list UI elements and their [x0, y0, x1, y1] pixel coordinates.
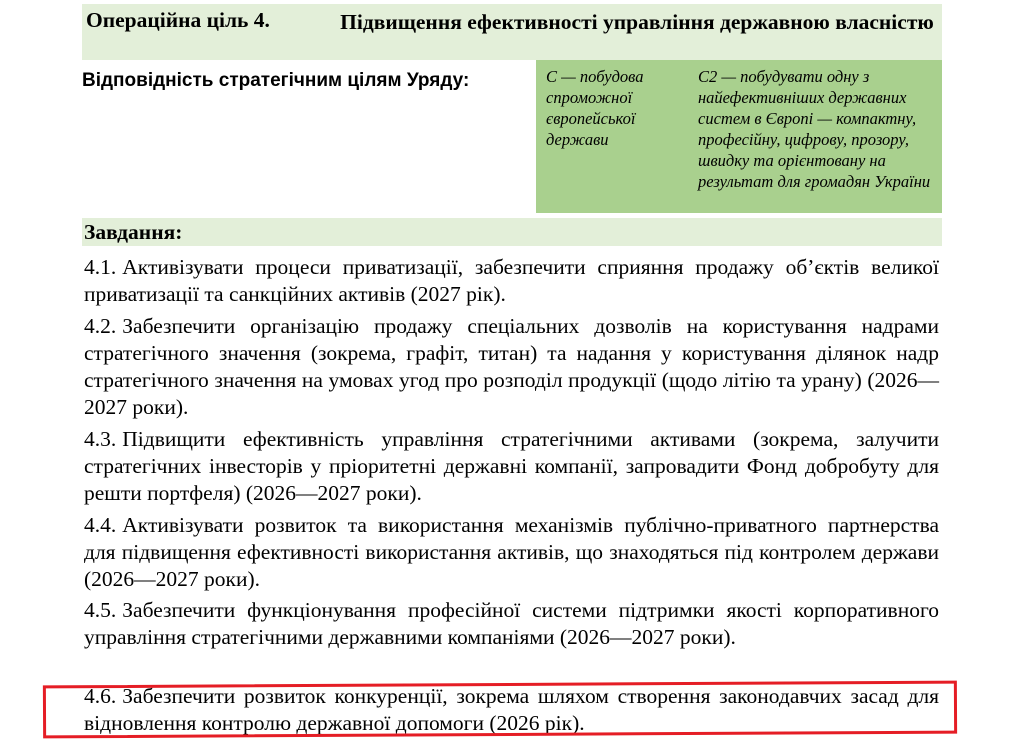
alignment-label: Відповідність стратегічним цілям Уряду:	[82, 70, 470, 91]
tasks-header	[82, 218, 942, 246]
operational-goal-header	[82, 4, 942, 60]
task-number: 4.3.	[84, 427, 117, 451]
tasks-label: Завдання:	[84, 220, 183, 244]
task-number: 4.4.	[84, 513, 117, 537]
red-highlight-frame	[43, 681, 957, 739]
task-text: Забезпечити розвиток конкуренції, зокрема шляхом створення законодавчих засад для відновлення контролю державної допомоги (2026 рік).	[84, 684, 939, 735]
task-text: Активізувати розвиток та використання механізмів публічно-приватного партнерства для підвищення ефективності використання активів, що знаходяться під контролем держави (2026—2027 роки).	[84, 513, 939, 591]
task-text: Підвищити ефективність управління стратегічними активами (зокрема, залучити стратегічних інвесторів у пріоритетні державні компанії, запровадити Фонд добробуту для решти портфеля) (2026—2027 роки).	[84, 427, 939, 505]
task-text: Активізувати процеси приватизації, забезпечити сприяння продажу об’єктів великої приватизації та санкційних активів (2027 рік).	[84, 255, 939, 306]
alignment-box	[536, 60, 942, 213]
goal-label: Операційна ціль 4.	[86, 8, 270, 32]
goal-title: Підвищення ефективності управління державною власністю	[340, 10, 934, 34]
task-item	[84, 313, 939, 421]
task-number: 4.1.	[84, 255, 117, 279]
alignment-goal-c2: С2 — побудувати одну з найефективніших державних систем в Європі — компактну, професійну, цифрову, прозору, швидку та орієнтовану на результат для громадян України	[698, 67, 931, 191]
task-text: Забезпечити організацію продажу спеціальних дозволів на користування надрами стратегічного значення (зокрема, графіт, титан) та надання у користування ділянок надр стратегічного значення на умовах угод про розподіл продукції (щодо літію та урану) (2026—2027 роки).	[84, 314, 939, 419]
task-number: 4.6.	[84, 684, 117, 708]
task-item	[84, 254, 939, 308]
task-number: 4.2.	[84, 314, 117, 338]
alignment-goal-c: С — побудова спроможної європейської держави	[546, 67, 644, 149]
task-item	[84, 512, 939, 593]
task-number: 4.5.	[84, 598, 117, 622]
task-item	[84, 597, 939, 651]
task-text: Забезпечити функціонування професійної системи підтримки якості корпоративного управління стратегічними державними компаніями (2026—2027 роки).	[84, 598, 939, 649]
task-item	[84, 426, 939, 507]
